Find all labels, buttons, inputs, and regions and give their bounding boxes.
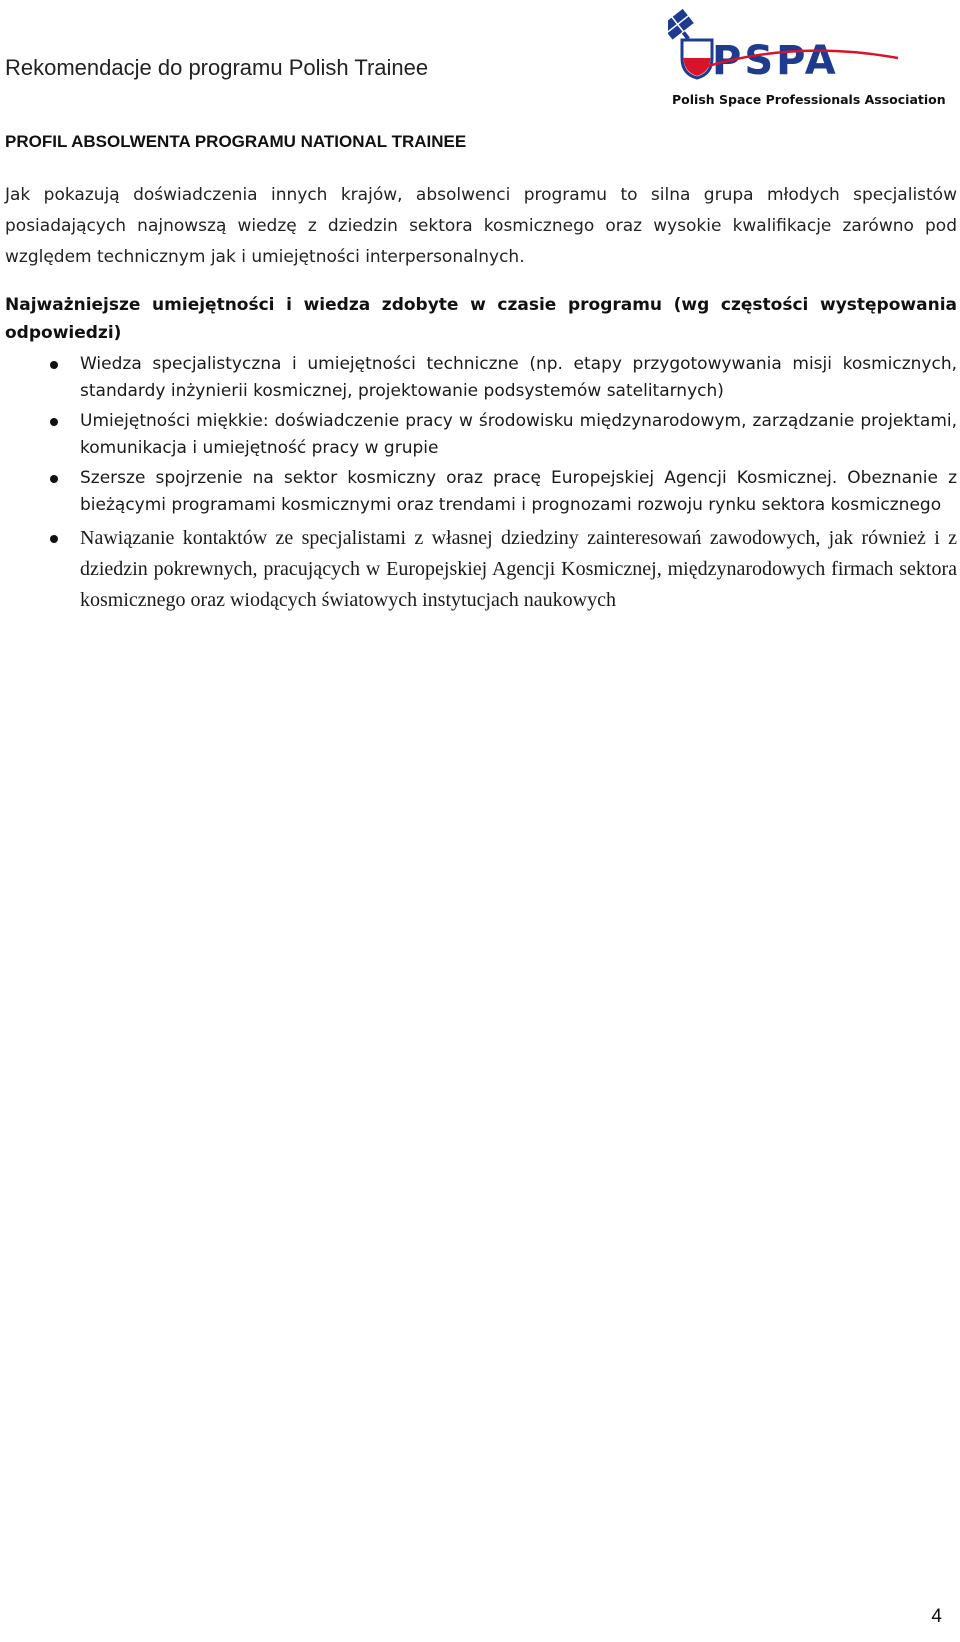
- list-item: [5, 351, 957, 405]
- intro-paragraph: Jak pokazują doświadczenia innych krajów, absolwenci programu to silna grupa młodych specjalistów posiadających najnowszą wiedzę z dziedzin sektora kosmicznego oraz wysokie kwalifikacje zarówno pod względem technicznym jak i umiejętności interpersonalnych.: [5, 185, 957, 267]
- list-item: [5, 408, 957, 462]
- bullet-icon: [50, 361, 58, 369]
- logo-caption: Polish Space Professionals Association: [672, 92, 946, 107]
- list-item: [5, 465, 957, 519]
- poland-flag-emblem: [682, 40, 712, 78]
- document-header-title: Rekomendacje do programu Polish Trainee: [5, 55, 429, 80]
- skills-subheading: Najważniejsze umiejętności i wiedza zdobyte w czasie programu (wg częstości występowania odpowiedzi): [5, 295, 957, 343]
- list-item-text: Umiejętności miękkie: doświadczenie pracy w środowisku międzynarodowym, zarządzanie projektami, komunikacja i umiejętność pracy w grupie: [80, 411, 957, 458]
- list-item-text: Szersze spojrzenie na sektor kosmiczny oraz pracę Europejskiej Agencji Kosmicznej. Obeznanie z bieżącymi programami kosmicznymi oraz trendami i prognozami rozwoju rynku sektora kosmicznego: [80, 468, 957, 515]
- list-item-text: Wiedza specjalistyczna i umiejętności techniczne (np. etapy przygotowywania misji kosmicznych, standardy inżynierii kosmicznej, projektowanie podsystemów satelitarnych): [80, 354, 957, 401]
- bullet-icon: [50, 535, 58, 543]
- page-number: 4: [931, 1606, 942, 1627]
- list-item-text: Nawiązanie kontaktów ze specjalistami z własnej dziedziny zainteresowań zawodowych, jak również i z dziedzin pokrewnych, pracujących w Europejskiej Agencji Kosmicznej, międzynarodowych firmach sektora kosmicznego oraz wiodących światowych instytucjach naukowych: [80, 527, 957, 611]
- bullet-icon: [50, 418, 58, 426]
- list-item: [5, 523, 957, 616]
- skills-list: [5, 351, 957, 616]
- document-body: [5, 180, 957, 619]
- logo-wordmark: PSPA: [712, 38, 839, 84]
- section-heading: PROFIL ABSOLWENTA PROGRAMU NATIONAL TRAINEE: [5, 132, 467, 151]
- bullet-icon: [50, 475, 58, 483]
